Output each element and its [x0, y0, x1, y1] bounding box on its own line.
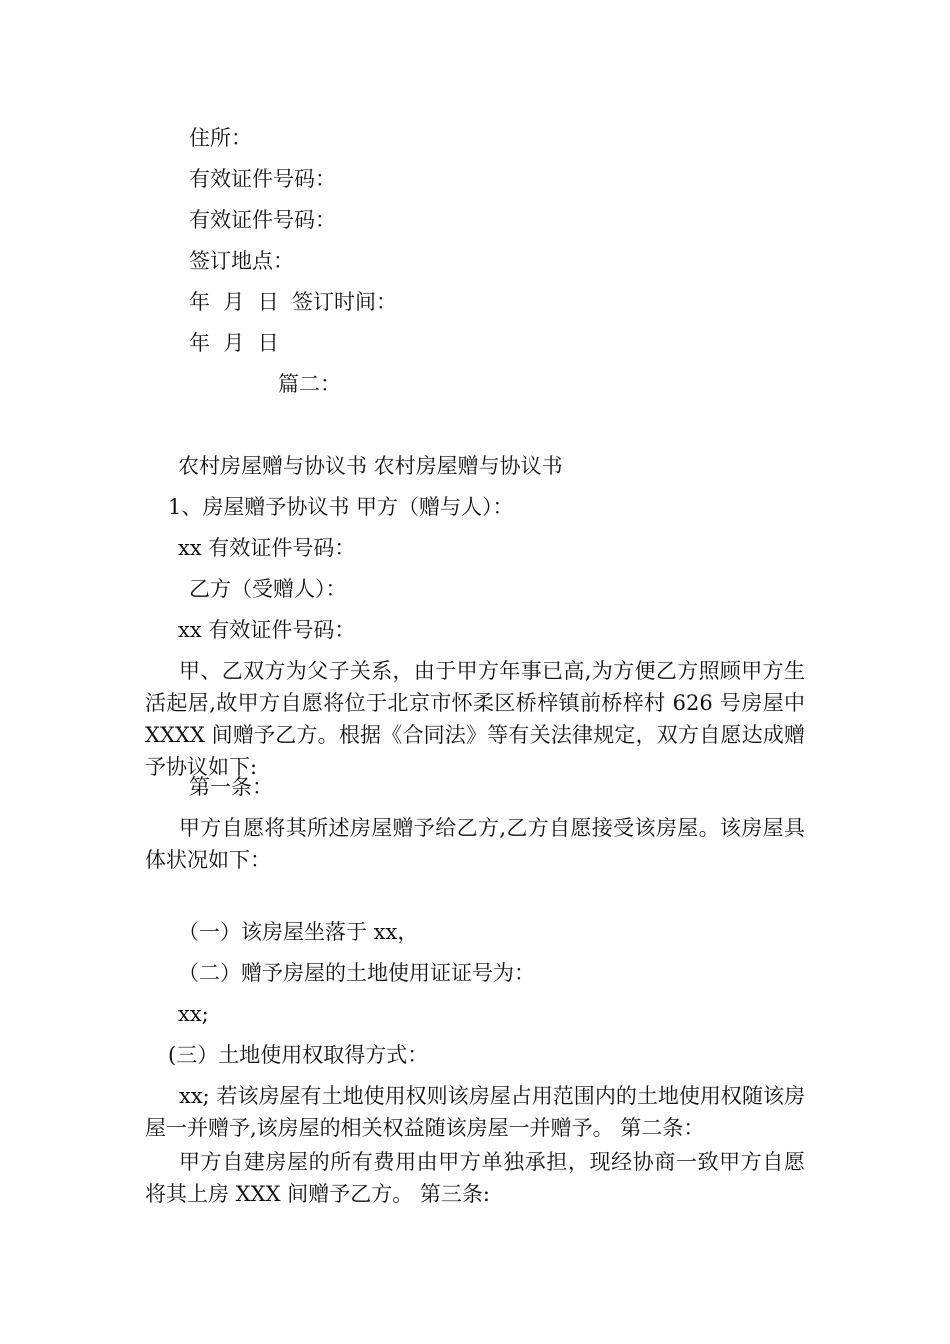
signing-place-label: 签订地点：: [189, 249, 294, 273]
article-one-heading: 第一条：: [189, 775, 273, 799]
date-signing-time-label: 年 月 日 签订时间：: [189, 290, 398, 314]
relationship-paragraph: 甲、乙双方为父子关系，由于甲方年事已高,为方便乙方照顾甲方生活起居,故甲方自愿将位于北京市怀柔区桥梓镇前桥梓村 626 号房屋中 XXXX 间赠予乙方。根据《合同法》等有关法律规定，双方自愿达成赠予协议如下:: [145, 659, 805, 779]
party-b-line: 乙方（受赠人）：: [189, 577, 347, 601]
party-a-id-line: xx 有效证件号码：: [178, 536, 356, 560]
section-heading: 篇二：: [278, 372, 341, 396]
id-number-label-2: 有效证件号码：: [189, 208, 336, 232]
land-certificate-value: xx;: [178, 1002, 209, 1026]
gift-acceptance-paragraph: 甲方自愿将其所述房屋赠予给乙方,乙方自愿接受该房屋。该房屋具体状况如下：: [145, 816, 805, 872]
item-two-land-certificate: （二）赠予房屋的土地使用证证号为：: [178, 961, 535, 985]
date-label: 年 月 日: [189, 331, 279, 355]
agreement-party-a-line: 1、房屋赠予协议书 甲方（赠与人）：: [168, 495, 514, 519]
document-title: 农村房屋赠与协议书 农村房屋赠与协议书: [178, 454, 563, 478]
item-three-land-right: (三）土地使用权取得方式：: [168, 1043, 429, 1067]
land-right-paragraph: xx; 若该房屋有土地使用权则该房屋占用范围内的土地使用权随该房屋一并赠予,该房屋的相关权益随该房屋一并赠予。 第二条：: [145, 1084, 805, 1140]
item-one-location: （一）该房屋坐落于 xx，: [178, 920, 419, 944]
party-b-id-line: xx 有效证件号码：: [178, 618, 356, 642]
cost-bearing-paragraph: 甲方自建房屋的所有费用由甲方单独承担，现经协商一致甲方自愿将其上房 XXX 间赠予乙方。 第三条:: [145, 1150, 805, 1206]
id-number-label-1: 有效证件号码：: [189, 167, 336, 191]
address-label: 住所：: [189, 126, 252, 150]
